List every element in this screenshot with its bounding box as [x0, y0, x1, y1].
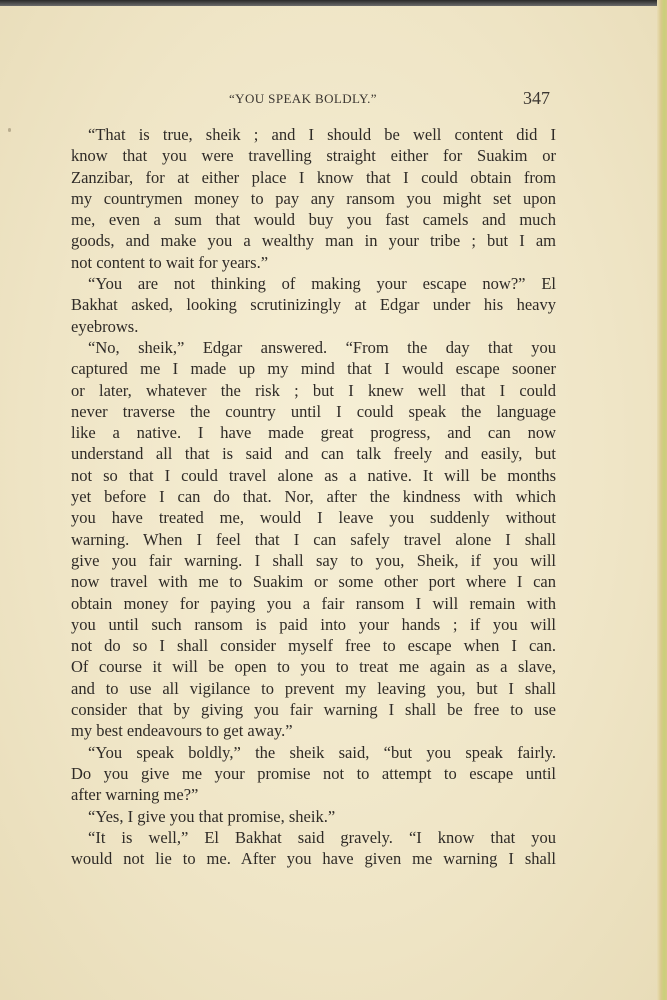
- text-line: know that you were travelling straight either for Suakim or: [71, 146, 556, 166]
- text-line: would not lie to me. After you have given me warning I shall: [71, 849, 556, 869]
- text-line: my best endeavours to get away.”: [71, 721, 293, 741]
- text-line: not so that I could travel alone as a native. It will be months: [71, 465, 556, 485]
- text-line: give you fair warning. I shall say to you, Sheik, if you will: [71, 550, 556, 570]
- running-head: “YOU SPEAK BOLDLY.”: [229, 91, 377, 106]
- page-right-edge: [657, 0, 667, 1000]
- text-line: me, even a sum that would buy you fast camels and much: [71, 210, 556, 230]
- text-line: after warning me?”: [71, 785, 199, 805]
- text-line: like a native. I have made great progress, and can now: [71, 423, 556, 443]
- page-header: [0, 88, 667, 110]
- text-line: you have treated me, would I leave you suddenly without: [71, 508, 556, 528]
- text-line: not do so I shall consider myself free to escape when I can.: [71, 636, 556, 656]
- text-line: “You speak boldly,” the sheik said, “but you speak fairly.: [88, 742, 556, 762]
- text-line: my countrymen money to pay any ransom you might set upon: [71, 188, 556, 208]
- text-line: yet before I can do that. Nor, after the kindness with which: [71, 487, 556, 507]
- text-line: Zanzibar, for at either place I know that I could obtain from: [71, 167, 556, 187]
- text-line: captured me I made up my mind that I would escape sooner: [71, 359, 556, 379]
- text-line: obtain money for paying you a fair ransom I will remain with: [71, 593, 556, 613]
- text-line: now travel with me to Suakim or some other port where I can: [71, 572, 556, 592]
- text-line: Of course it will be open to you to treat me again as a slave,: [71, 657, 556, 677]
- text-line: “It is well,” El Bakhat said gravely. “I know that you: [88, 827, 556, 847]
- text-line: Bakhat asked, looking scrutinizingly at Edgar under his heavy: [71, 295, 556, 315]
- paper-speck: [8, 128, 11, 132]
- text-line: consider that by giving you fair warning I shall be free to use: [71, 700, 556, 720]
- text-line: you until such ransom is paid into your hands ; if you will: [71, 614, 556, 634]
- text-line: “No, sheik,” Edgar answered. “From the day that you: [88, 337, 556, 357]
- text-line: warning. When I feel that I can safely travel alone I shall: [71, 529, 556, 549]
- text-line: Do you give me your promise not to attempt to escape until: [71, 763, 556, 783]
- text-line: “Yes, I give you that promise, sheik.”: [88, 806, 336, 826]
- text-line: not content to wait for years.”: [71, 252, 269, 272]
- text-line: eyebrows.: [71, 316, 139, 336]
- text-line: “You are not thinking of making your escape now?” El: [88, 274, 556, 294]
- text-line: goods, and make you a wealthy man in your tribe ; but I am: [71, 231, 556, 251]
- page-number: 347: [523, 88, 550, 108]
- page-top-edge: [0, 0, 667, 6]
- text-line: or later, whatever the risk ; but I knew well that I could: [71, 380, 556, 400]
- text-line: never traverse the country until I could speak the language: [71, 401, 556, 421]
- text-line: understand all that is said and can talk freely and easily, but: [71, 444, 556, 464]
- text-line: and to use all vigilance to prevent my leaving you, but I shall: [71, 678, 556, 698]
- body-text: [71, 124, 556, 869]
- text-line: “That is true, sheik ; and I should be well content did I: [88, 125, 556, 144]
